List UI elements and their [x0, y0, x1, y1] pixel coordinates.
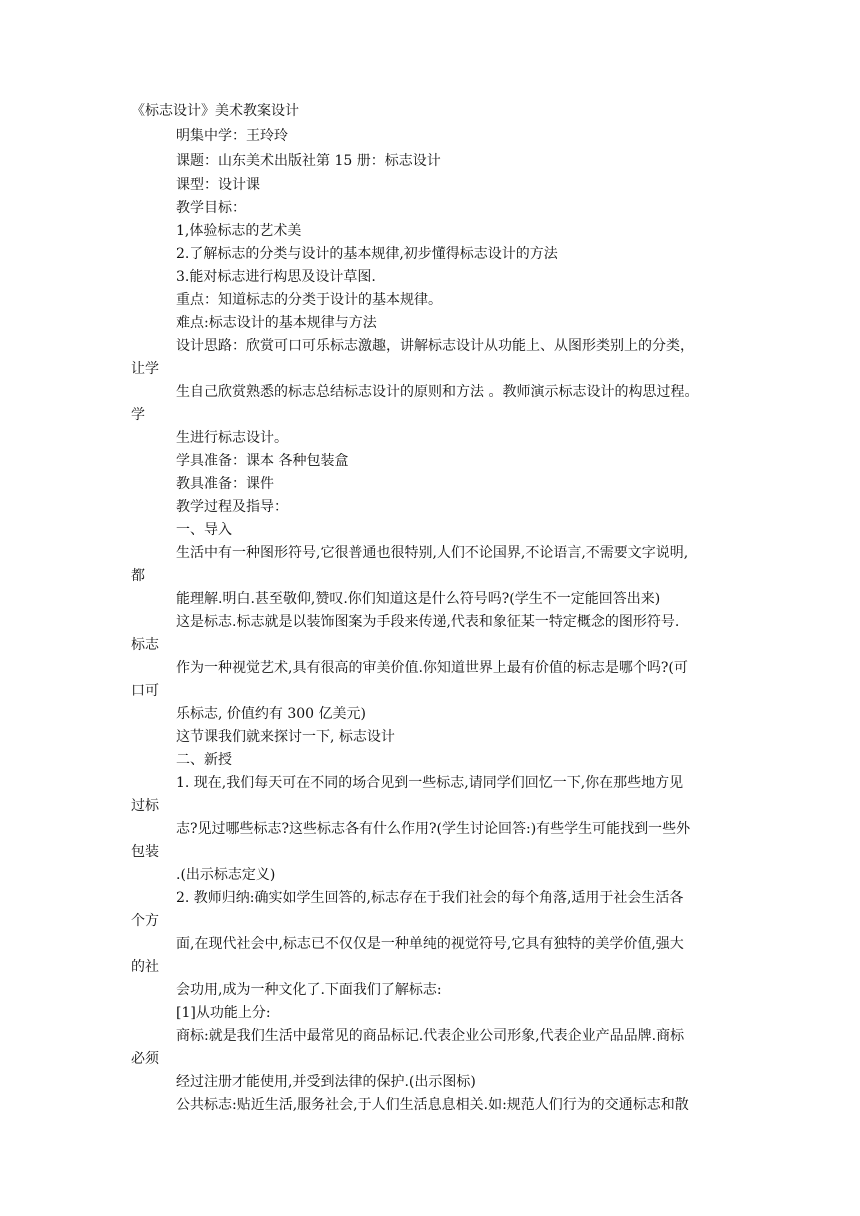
text-line: 商标:就是我们生活中最常见的商品标记.代表企业公司形象,代表企业产品品牌.商标 — [176, 1028, 685, 1044]
text-line: 这节课我们就来探讨一下, 标志设计 — [176, 729, 395, 745]
text-line: 会功用,成为一种文化了.下面我们了解标志: — [176, 982, 442, 998]
text-line: 2.了解标志的分类与设计的基本规律,初步懂得标志设计的方法 — [176, 246, 558, 262]
text-line: 3.能对标志进行构思及设计草图. — [176, 269, 376, 285]
text-line: 2. 教师归纳:确实如学生回答的,标志存在于我们社会的每个角落,适用于社会生活各 — [176, 890, 684, 906]
text-line: 1. 现在,我们每天可在不同的场合见到一些标志,请同学们回忆一下,你在那些地方见 — [176, 775, 684, 791]
text-line: 1,体验标志的艺术美 — [176, 223, 302, 239]
section-heading: 二、新授 — [176, 752, 232, 768]
text-line: 生自己欣赏熟悉的标志总结标志设计的原则和方法 。教师演示标志设计的构思过程。 — [176, 384, 699, 400]
text-line: 生活中有一种图形符号,它很普通也很特别,人们不论国界,不论语言,不需要文字说明, — [176, 545, 689, 561]
text-line: 明集中学：王玲玲 — [176, 128, 288, 144]
text-line: 难点:标志设计的基本规律与方法 — [176, 315, 377, 331]
text-line-wrap: 必须 — [131, 1051, 159, 1067]
text-line-wrap: 口可 — [131, 683, 159, 699]
text-line: .(出示标志定义) — [176, 867, 276, 883]
text-line-wrap: 让学 — [131, 361, 159, 377]
text-line: 学具准备：课本 各种包装盒 — [176, 453, 349, 469]
text-line-wrap: 学 — [131, 407, 145, 423]
text-line: 设计思路：欣赏可口可乐标志激趣，讲解标志设计从功能上、从图形类别上的分类， — [176, 338, 694, 354]
text-line-wrap: 个方 — [131, 913, 159, 929]
text-line: 重点：知道标志的分类于设计的基本规律。 — [176, 292, 442, 308]
text-line: 这是标志.标志就是以装饰图案为手段来传递,代表和象征某一特定概念的图形符号. — [176, 614, 680, 630]
text-line: 经过注册才能使用,并受到法律的保护.(出示图标) — [176, 1074, 476, 1090]
document-title: 《标志设计》美术教案设计 — [131, 103, 299, 119]
text-line: 志?见过哪些标志?这些标志各有什么作用?(学生讨论回答:)有些学生可能找到一些外 — [176, 821, 691, 837]
text-line: 公共标志:贴近生活,服务社会,于人们生活息息相关.如:规范人们行为的交通标志和散 — [176, 1097, 689, 1113]
text-line: 教具准备：课件 — [176, 476, 274, 492]
text-line-wrap: 标志 — [131, 637, 159, 653]
text-line: [1]从功能上分: — [176, 1005, 271, 1021]
text-line: 生进行标志设计。 — [176, 430, 288, 446]
text-line-wrap: 包装 — [131, 844, 159, 860]
text-line-wrap: 过标 — [131, 798, 159, 814]
text-line: 作为一种视觉艺术,具有很高的审美价值.你知道世界上最有价值的标志是哪个吗?(可 — [176, 660, 688, 676]
text-line: 乐标志, 价值约有 300 亿美元) — [176, 706, 366, 722]
text-line-wrap: 的社 — [131, 959, 159, 975]
text-line: 课题：山东美术出版社第 15 册：标志设计 — [176, 153, 441, 169]
text-line: 面,在现代社会中,标志已不仅仅是一种单纯的视觉符号,它具有独特的美学价值,强大 — [176, 936, 684, 952]
text-line: 课型：设计课 — [176, 177, 260, 193]
text-line: 教学目标： — [176, 200, 246, 216]
section-heading: 一、导入 — [176, 522, 232, 538]
text-line: 能理解.明白.甚至敬仰,赞叹.你们知道这是什么符号吗?(学生不一定能回答出来) — [176, 591, 661, 607]
text-line-wrap: 都 — [131, 568, 145, 584]
text-line: 教学过程及指导： — [176, 499, 288, 515]
